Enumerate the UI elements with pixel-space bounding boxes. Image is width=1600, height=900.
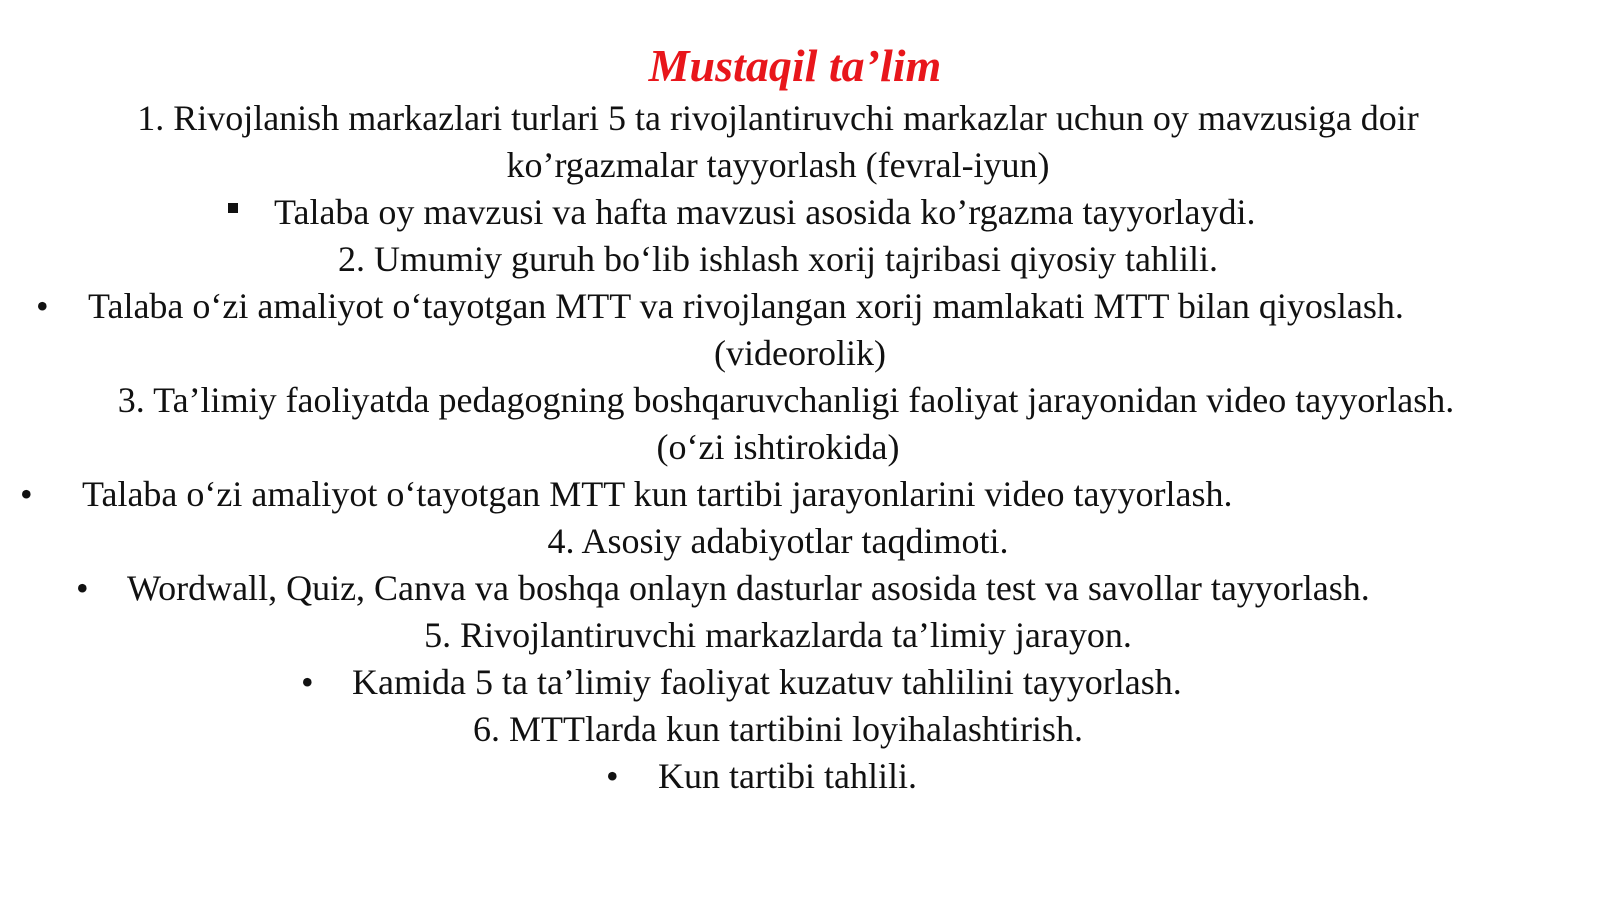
bullet-icon: • <box>36 286 49 326</box>
bullet-icon: • <box>20 474 33 514</box>
list-item-6: 6. MTTlarda kun tartibini loyihalashtirish. <box>473 709 1083 749</box>
sub-item-4: Wordwall, Quiz, Canva va boshqa onlayn dasturlar asosida test va savollar tayyorlash. <box>127 568 1370 608</box>
bullet-icon: • <box>76 568 89 608</box>
list-item-4: 4. Asosiy adabiyotlar taqdimoti. <box>547 521 1009 561</box>
sub-item-5: Kamida 5 ta ta’limiy faoliyat kuzatuv tahlilini tayyorlash. <box>352 662 1182 702</box>
list-item-1: 1. Rivojlanish markazlari turlari 5 ta rivojlantiruvchi markazlar uchun oy mavzusiga doir <box>137 98 1419 138</box>
sub-item-2-continuation: (videorolik) <box>714 333 886 373</box>
list-item-1-continuation: ko’rgazmalar tayyorlash (fevral-iyun) <box>506 145 1050 185</box>
list-item-3: 3. Ta’limiy faoliyatda pedagogning boshqaruvchanligi faoliyat jarayonidan video tayyorlash. <box>117 380 1455 420</box>
list-item-3-continuation: (o‘zi ishtirokida) <box>656 427 900 467</box>
list-item-5: 5. Rivojlantiruvchi markazlarda ta’limiy jarayon. <box>424 615 1132 655</box>
list-item-2: 2. Umumiy guruh bo‘lib ishlash xorij tajribasi qiyosiy tahlili. <box>338 239 1218 279</box>
slide-title: Mustaqil ta’lim <box>648 40 942 91</box>
sub-item-2: Talaba o‘zi amaliyot o‘tayotgan MTT va rivojlangan xorij mamlakati MTT bilan qiyoslash. <box>88 286 1404 326</box>
sub-item-1: Talaba oy mavzusi va hafta mavzusi asosida ko’rgazma tayyorlaydi. <box>274 192 1256 232</box>
sub-item-6: Kun tartibi tahlili. <box>658 756 917 796</box>
bullet-icon: • <box>301 662 314 702</box>
bullet-icon: • <box>606 756 619 796</box>
sub-item-3: Talaba o‘zi amaliyot o‘tayotgan MTT kun tartibi jarayonlarini video tayyorlash. <box>82 474 1233 514</box>
